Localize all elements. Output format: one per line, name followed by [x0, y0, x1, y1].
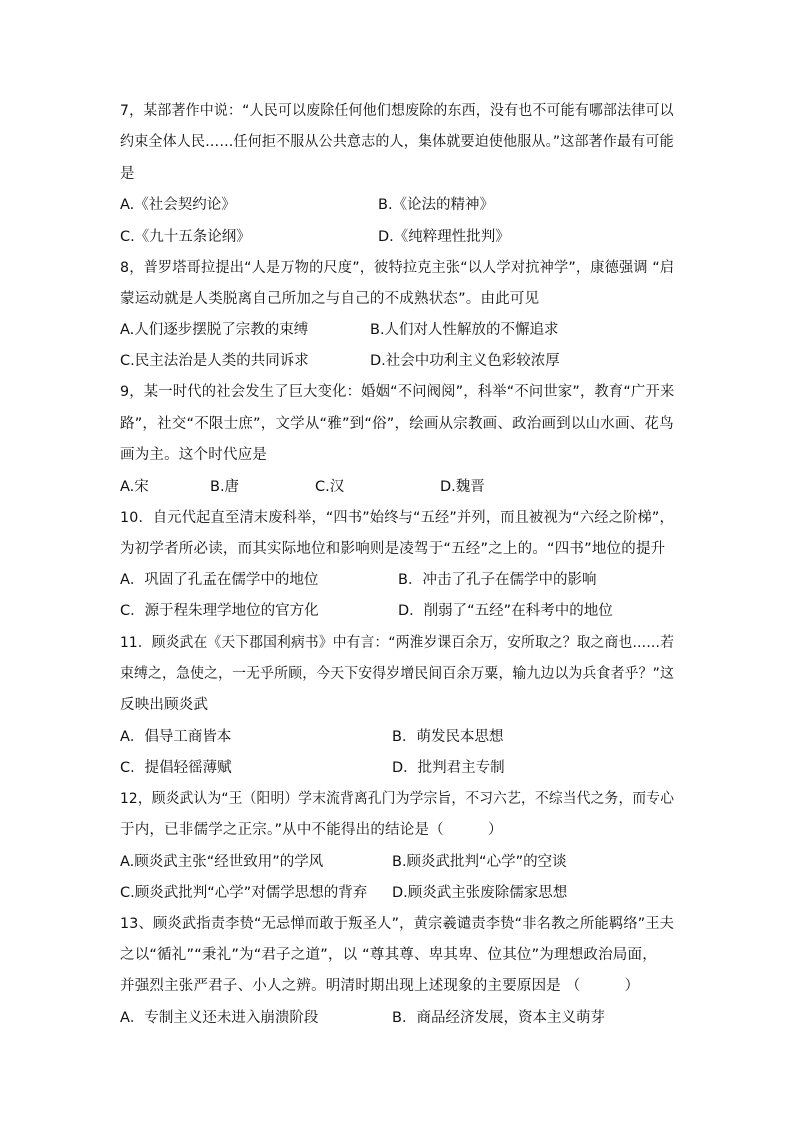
- q10-option-a: A．巩固了孔孟在儒学中的地位: [120, 572, 319, 588]
- q11-option-c: C．提倡轻徭薄赋: [120, 760, 232, 776]
- q8-option-c: C.民主法治是人类的共同诉求: [120, 353, 309, 369]
- q9-option-d: D.魏晋: [440, 479, 485, 495]
- q7-stem-line-2: 约束全体人民……任何拒不服从公共意志的人，集体就要迫使他服从。”这部著作最有可能: [120, 134, 674, 150]
- q13-stem-line-1: 13、顾炎武指责李贽“无忌惮而敢于叛圣人”，黄宗羲谴责李贽“非名教之所能羁络”王夫: [120, 916, 675, 932]
- q9-option-b: B.唐: [210, 479, 240, 495]
- q10-option-c: C．源于程朱理学地位的官方化: [120, 603, 319, 619]
- q9-stem-line-1: 9，某一时代的社会发生了巨大变化：婚姻“不问阀阅”，科举“不问世家”，教育“广开来: [120, 384, 675, 400]
- q12-option-c: C.顾炎武批判“心学”对儒学思想的背弃: [120, 885, 368, 901]
- q7-option-c: C.《九十五条论纲》: [120, 229, 251, 245]
- q8-stem-line-1: 8，普罗塔哥拉提出“人是万物的尺度”，彼特拉克主张“以人学对抗神学”，康德强调 “启: [120, 260, 675, 276]
- q9-stem-line-2: 路”，社交“不限士庶”，文学从“雅”到“俗”，绘画从宗教画、政治画到以山水画、花鸟: [120, 416, 674, 432]
- q12-option-a: A.顾炎武主张“经世致用”的学风: [120, 854, 324, 870]
- q11-stem-line-2: 束缚之，急使之，一无乎所顾，今天下安得岁增民间百余万粟，输九边以为兵食者乎？”这: [120, 666, 674, 682]
- q9-option-c: C.汉: [315, 479, 345, 495]
- q9-stem-line-3: 画为主。这个时代应是: [120, 447, 267, 463]
- q8-option-b: B.人们对人性解放的不懈追求: [370, 322, 559, 338]
- q7-stem-line-3: 是: [120, 166, 135, 182]
- q10-option-b: B．冲击了孔子在儒学中的影响: [398, 572, 597, 588]
- q13-option-a: A．专制主义还未进入崩溃阶段: [120, 1010, 319, 1026]
- q13-option-b: B．商品经济发展，资本主义萌芽: [392, 1010, 605, 1026]
- q11-stem-line-3: 反映出顾炎武: [120, 697, 209, 713]
- q8-option-a: A.人们逐步摆脱了宗教的束缚: [120, 322, 309, 338]
- q11-option-a: A．倡导工商皆本: [120, 729, 232, 745]
- q12-stem-line-1: 12，顾炎武认为“王（阳明）学末流背离孔门为学宗旨，不习六艺，不综当代之务，而专心: [120, 791, 675, 807]
- q12-option-d: D.顾炎武主张废除儒家思想: [392, 885, 568, 901]
- q11-stem-line-1: 11．顾炎武在《天下郡国利病书》中有言：“两淮岁课百余万，安所取之？取之商也……若: [120, 635, 675, 651]
- q12-option-b: B.顾炎武批判“心学”的空谈: [392, 854, 567, 870]
- q7-stem-line-1: 7，某部著作中说：“人民可以废除任何他们想废除的东西，没有也不可能有哪部法律可以: [120, 103, 674, 119]
- q7-option-d: D.《纯粹理性批判》: [378, 229, 510, 245]
- q7-option-a: A.《社会契约论》: [120, 197, 236, 213]
- q13-stem-line-3: 并强烈主张严君子、小人之辨。明清时期出现上述现象的主要原因是 （ ）: [120, 978, 640, 994]
- q13-stem-line-2: 之以“循礼”“秉礼”为“君子之道”，以 “尊其尊、卑其卑、位其位”为理想政治局面，: [120, 947, 657, 963]
- q12-stem-line-2: 于内，已非儒学之正宗。”从中不能得出的结论是（ ）: [120, 822, 503, 838]
- q10-option-d: D．削弱了“五经”在科考中的地位: [398, 603, 613, 619]
- q10-stem-line-2: 为初学者所必读，而其实际地位和影响则是凌驾于“五经”之上的。“四书”地位的提升: [120, 541, 666, 557]
- q8-stem-line-2: 蒙运动就是人类脱离自己所加之与自己的不成熟状态”。由此可见: [120, 291, 540, 307]
- q9-option-a: A.宋: [120, 479, 149, 495]
- q8-option-d: D.社会中功利主义色彩较浓厚: [370, 353, 560, 369]
- q11-option-b: B．萌发民本思想: [392, 729, 504, 745]
- q7-option-b: B.《论法的精神》: [378, 197, 495, 213]
- q10-stem-line-1: 10．自元代起直至清末废科举，“四书”始终与“五经”并列，而且被视为“六经之阶梯”，: [120, 510, 674, 526]
- q11-option-d: D．批判君主专制: [392, 760, 505, 776]
